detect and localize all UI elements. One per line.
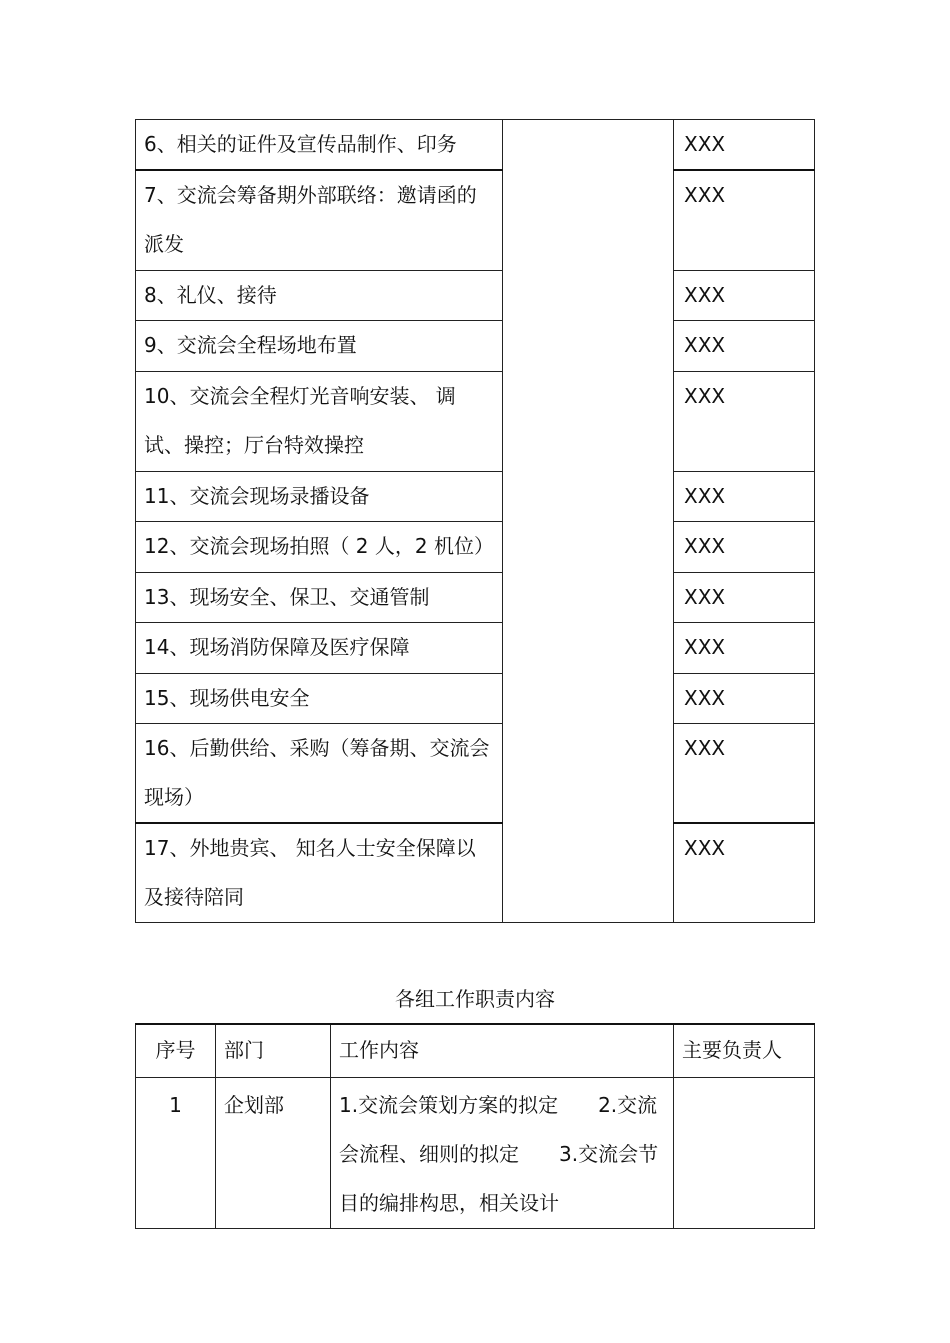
task-text: 16、后勤供给、采购（筹备期、交流会现场） [144,735,490,809]
task-cell [136,521,503,572]
owner-cell [674,823,815,923]
task-cell [136,572,503,622]
task-text: 15、现场供电安全 [144,685,310,710]
task-text: 14、现场消防保障及医疗保障 [144,634,410,659]
task-text: 8、礼仪、接待 [144,282,277,307]
row-dept: 企划部 [216,1078,331,1229]
owner-cell [674,572,815,622]
task-cell [136,371,503,471]
merged-empty-cell [503,120,674,923]
task-cell [136,823,503,923]
owner-cell [674,622,815,673]
owner-cell [674,270,815,320]
owner-cell [674,170,815,270]
owner-cell [674,471,815,521]
owner-cell [674,371,815,471]
owner-text: XXX [684,836,726,860]
owner-text: XXX [684,132,726,156]
task-text: 6、相关的证件及宣传品制作、印务 [144,132,457,156]
owner-cell [674,320,815,371]
owner-text: XXX [684,634,726,659]
owner-text: XXX [684,383,726,408]
task-text: 13、现场安全、保卫、交通管制 [144,584,430,609]
task-cell [136,471,503,521]
task-cell [136,270,503,320]
owner-text: XXX [684,533,726,558]
header-lead: 主要负责人 [674,1024,815,1078]
owner-cell [674,521,815,572]
row-work: 1.交流会策划方案的拟定 2.交流会流程、细则的拟定 3.交流会节目的编排构思，相关设计 [331,1078,674,1229]
header-work: 工作内容 [331,1024,674,1078]
owner-cell [674,120,815,171]
owner-text: XXX [684,332,726,357]
task-cell [136,320,503,371]
task-assignment-table [135,119,815,923]
owner-cell [674,673,815,723]
task-text: 11、交流会现场录播设备 [144,483,370,508]
header-num: 序号 [136,1024,216,1078]
task-cell [136,723,503,823]
header-dept: 部门 [216,1024,331,1078]
owner-text: XXX [684,584,726,609]
duties-table-caption: 各组工作职责内容 [395,987,555,1011]
row-num: 1 [136,1078,216,1229]
row-lead [674,1078,815,1229]
task-cell [136,120,503,171]
owner-text: XXX [684,183,726,207]
task-cell [136,673,503,723]
owner-text: XXX [684,282,726,307]
owner-text: XXX [684,735,726,760]
task-cell [136,170,503,270]
task-text: 12、交流会现场拍照（ 2 人，2 机位） [144,533,494,558]
task-cell [136,622,503,673]
task-text: 7、交流会筹备期外部联络：邀请函的派发 [144,183,477,256]
task-text: 17、外地贵宾、 知名人士安全保障以及接待陪同 [144,836,476,909]
task-text: 9、交流会全程场地布置 [144,332,357,357]
owner-text: XXX [684,483,726,508]
owner-cell [674,723,815,823]
owner-text: XXX [684,685,726,710]
duties-table [135,1023,815,1229]
task-text: 10、交流会全程灯光音响安装、 调试、操控；厅台特效操控 [144,383,456,457]
